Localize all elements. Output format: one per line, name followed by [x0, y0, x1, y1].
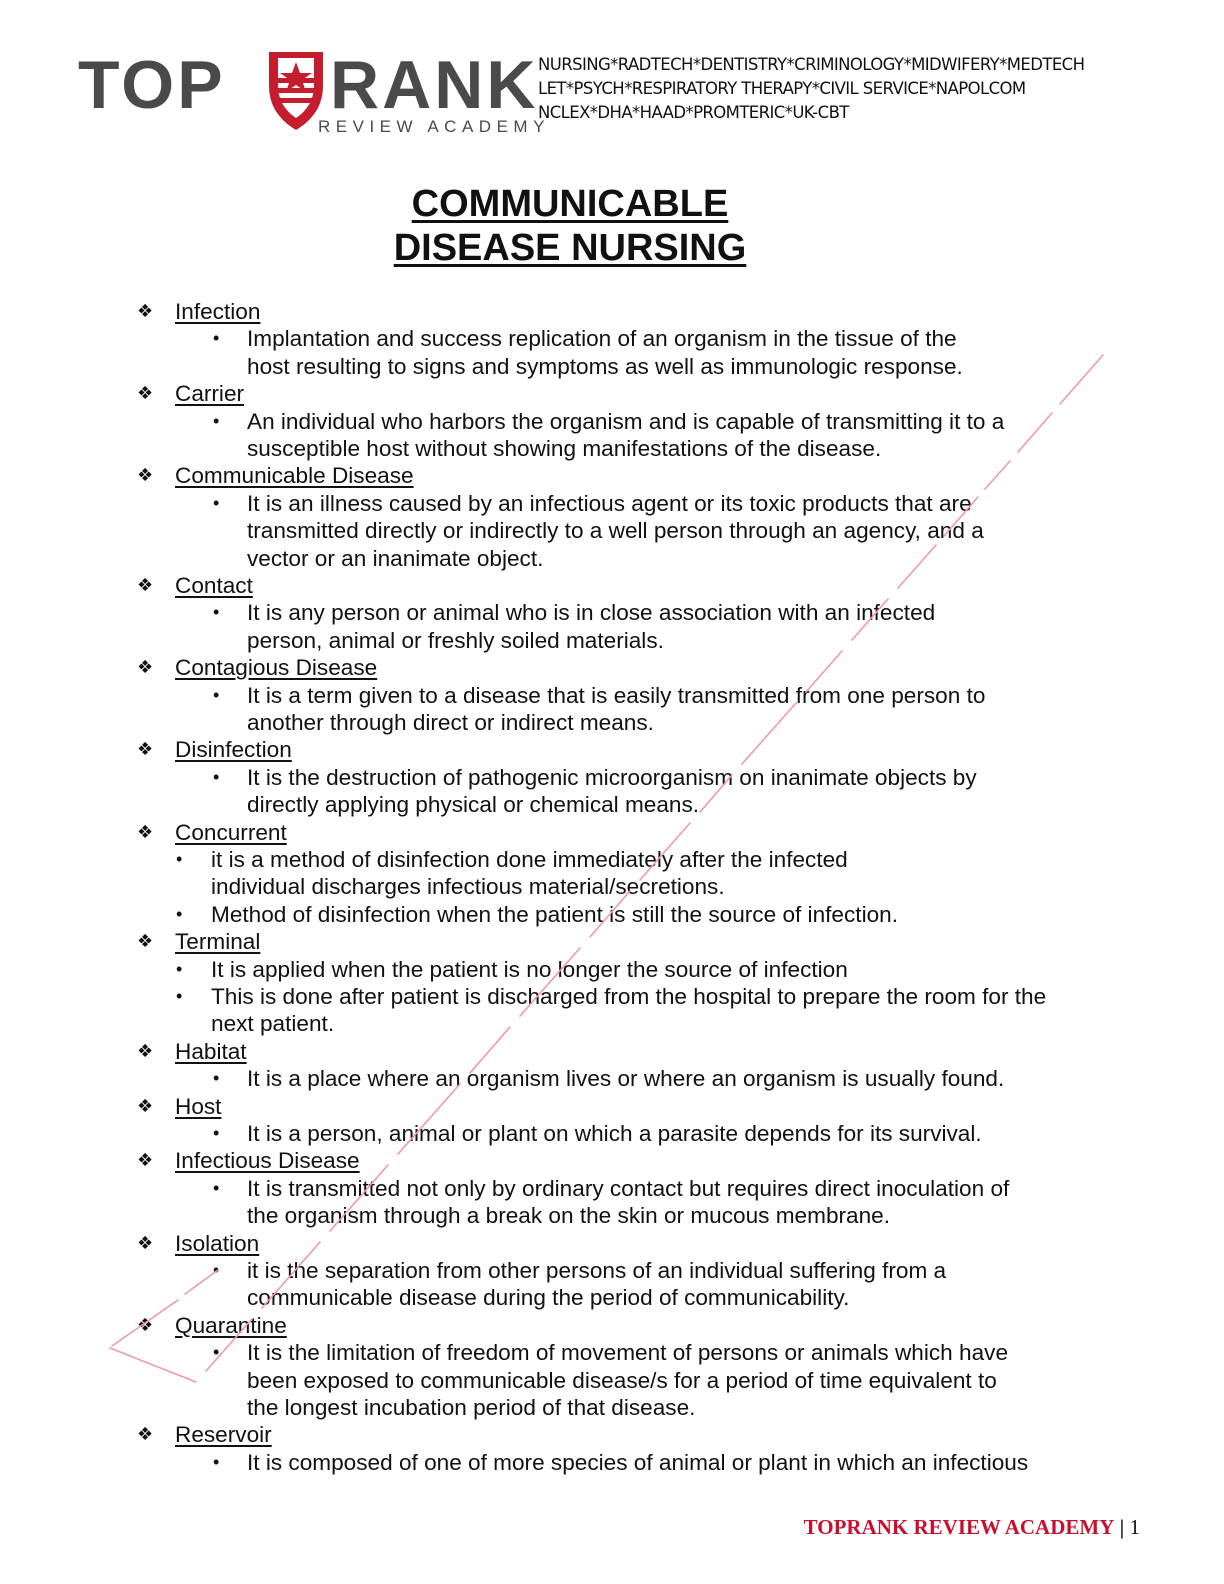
definition-bullet — [0, 1175, 1224, 1230]
round-bullet-icon: • — [176, 849, 183, 870]
term-heading — [0, 1230, 1224, 1257]
term-label: Quarantine — [175, 1312, 287, 1338]
definition-text-line: been exposed to communicable disease/s for a period of time equivalent to — [247, 1367, 997, 1393]
title-line-2: DISEASE NURSING — [393, 227, 747, 269]
term-label: Terminal — [175, 929, 261, 955]
footer-brand: TOPRANK REVIEW ACADEMY — [803, 1515, 1115, 1539]
term-heading — [0, 1421, 1224, 1448]
diamond-bullet-icon: ❖ — [137, 657, 154, 678]
term-label: Concurrent — [175, 819, 287, 845]
term-label: Contagious Disease — [175, 655, 378, 681]
diamond-bullet-icon: ❖ — [137, 1424, 154, 1445]
definition-text-line: susceptible host without showing manifestations of the disease. — [247, 436, 882, 461]
term-heading — [0, 1038, 1224, 1065]
diamond-bullet-icon: ❖ — [137, 1232, 154, 1253]
diamond-bullet-icon: ❖ — [137, 1040, 154, 1061]
program-tagline — [538, 53, 1178, 125]
term-heading — [0, 928, 1224, 955]
star-emblem-icon — [269, 52, 323, 130]
page-number: 1 — [1129, 1515, 1140, 1539]
round-bullet-icon: • — [176, 958, 183, 979]
definition-text-line: next patient. — [211, 1011, 335, 1037]
definition-bullet — [0, 1339, 1224, 1421]
logo-subtext: REVIEW ACADEMY — [318, 117, 550, 136]
term-label: Reservoir — [175, 1422, 272, 1448]
term-label: Disinfection — [175, 737, 292, 763]
round-bullet-icon: • — [213, 684, 220, 705]
term-label: Communicable Disease — [175, 463, 414, 489]
definition-text-line: another through direct or indirect means. — [247, 710, 654, 736]
definition-bullet — [0, 983, 1224, 1038]
tagline-line-2: LET*PSYCH*RESPIRATORY THERAPY*CIVIL SERVICE*NAPOLCOM — [538, 79, 1026, 98]
definition-text-line: the organism through a break on the skin or mucous membrane. — [247, 1203, 891, 1229]
diamond-bullet-icon: ❖ — [137, 1314, 154, 1335]
round-bullet-icon: • — [213, 766, 220, 787]
definition-text-line: it is a method of disinfection done immediately after the infected — [211, 847, 848, 873]
round-bullet-icon: • — [213, 602, 220, 623]
definition-text-line: It is applied when the patient is no longer the source of infection — [211, 956, 848, 982]
definition-text-line: It is a term given to a disease that is easily transmitted from one person to — [247, 682, 986, 708]
diamond-bullet-icon: ❖ — [137, 301, 154, 321]
term-heading — [0, 819, 1224, 846]
footer-separator: | — [1119, 1515, 1125, 1539]
definition-bullet — [0, 325, 1224, 380]
definition-text-line: vector or an inanimate object. — [247, 545, 544, 571]
definition-bullet — [0, 408, 1224, 463]
term-label: Infection — [175, 299, 261, 324]
definition-text-line: An individual who harbors the organism and is capable of transmitting it to a — [247, 408, 1005, 434]
term-heading — [0, 298, 1224, 325]
diamond-bullet-icon: ❖ — [137, 1150, 154, 1171]
term-heading — [0, 1093, 1224, 1120]
definition-text-line: individual discharges infectious material/secretions. — [211, 874, 725, 900]
term-label: Isolation — [175, 1230, 260, 1256]
definition-bullet — [0, 1449, 1224, 1476]
definition-text-line: the longest incubation period of that disease. — [247, 1395, 696, 1421]
term-label: Contact — [175, 573, 253, 599]
definition-bullet — [0, 490, 1224, 572]
definition-text-line: it is the separation from other persons of an individual suffering from a — [247, 1258, 947, 1284]
term-heading — [0, 654, 1224, 681]
definition-text-line: It is a person, animal or plant on which a parasite depends for its survival. — [247, 1121, 982, 1147]
round-bullet-icon: • — [213, 1177, 220, 1198]
definition-bullet — [0, 764, 1224, 819]
term-label: Carrier — [175, 381, 245, 407]
definition-text-line: This is done after patient is discharged from the hospital to prepare the room for the — [211, 984, 1047, 1010]
term-definition-list — [0, 298, 1224, 1476]
term-heading — [0, 462, 1224, 489]
definition-text-line: communicable disease during the period of communicability. — [247, 1285, 850, 1311]
definition-text-line: Implantation and success replication of an organism in the tissue of the — [247, 326, 957, 352]
round-bullet-icon: • — [213, 492, 220, 513]
definition-text-line: It is transmitted not only by ordinary contact but requires direct inoculation of — [247, 1175, 1010, 1201]
tagline-line-1: NURSING*RADTECH*DENTISTRY*CRIMINOLOGY*MIDWIFERY*MEDTECH — [538, 55, 1085, 74]
round-bullet-icon: • — [213, 1342, 220, 1363]
logo-text-rank: RANK — [330, 47, 539, 123]
definition-bullet — [0, 901, 1224, 928]
round-bullet-icon: • — [213, 1260, 220, 1281]
round-bullet-icon: • — [213, 410, 220, 431]
document-title — [0, 182, 1140, 270]
definition-text-line: person, animal or freshly soiled materials. — [247, 627, 664, 653]
page-footer — [804, 1515, 1140, 1540]
definition-bullet — [0, 1065, 1224, 1092]
logo-text-top: TOP — [78, 47, 226, 123]
definition-text-line: It is any person or animal who is in close association with an infected — [247, 600, 936, 626]
definition-text-line: It is an illness caused by an infectious agent or its toxic products that are — [247, 490, 972, 516]
definition-bullet — [0, 682, 1224, 737]
diamond-bullet-icon: ❖ — [137, 383, 154, 404]
diamond-bullet-icon: ❖ — [137, 1095, 154, 1116]
term-heading — [0, 1147, 1224, 1174]
definition-bullet — [0, 846, 1224, 901]
tagline-line-3: NCLEX*DHA*HAAD*PROMTERIC*UK-CBT — [538, 103, 849, 122]
definition-bullet — [0, 599, 1224, 654]
definition-bullet — [0, 1257, 1224, 1312]
definition-text-line: It is the limitation of freedom of movement of persons or animals which have — [247, 1340, 1009, 1366]
round-bullet-icon: • — [213, 328, 220, 349]
definition-text-line: host resulting to signs and symptoms as well as immunologic response. — [247, 353, 963, 379]
definition-text-line: It is the destruction of pathogenic microorganism on inanimate objects by — [247, 764, 977, 790]
term-label: Host — [175, 1093, 222, 1119]
term-heading — [0, 380, 1224, 407]
definition-text-line: It is a place where an organism lives or where an organism is usually found. — [247, 1066, 1005, 1092]
round-bullet-icon: • — [213, 1451, 220, 1472]
diamond-bullet-icon: ❖ — [137, 931, 154, 952]
definition-text-line: directly applying physical or chemical means. — [247, 792, 700, 818]
definition-bullet — [0, 1120, 1224, 1147]
title-line-1: COMMUNICABLE — [411, 183, 729, 225]
term-heading — [0, 1312, 1224, 1339]
diamond-bullet-icon: ❖ — [137, 575, 154, 596]
diamond-bullet-icon: ❖ — [137, 739, 154, 760]
round-bullet-icon: • — [213, 1068, 220, 1089]
definition-text-line: It is composed of one of more species of animal or plant in which an infectious — [247, 1449, 1029, 1475]
definition-text-line: Method of disinfection when the patient is still the source of infection. — [211, 901, 898, 927]
term-label: Habitat — [175, 1038, 247, 1064]
term-heading — [0, 572, 1224, 599]
definition-bullet — [0, 956, 1224, 983]
term-heading — [0, 736, 1224, 763]
round-bullet-icon: • — [176, 986, 183, 1007]
term-label: Infectious Disease — [175, 1148, 360, 1174]
round-bullet-icon: • — [176, 903, 183, 924]
definition-text-line: transmitted directly or indirectly to a well person through an agency, and a — [247, 518, 984, 544]
diamond-bullet-icon: ❖ — [137, 465, 154, 486]
toprank-logo — [78, 47, 550, 136]
diamond-bullet-icon: ❖ — [137, 821, 154, 842]
round-bullet-icon: • — [213, 1123, 220, 1144]
